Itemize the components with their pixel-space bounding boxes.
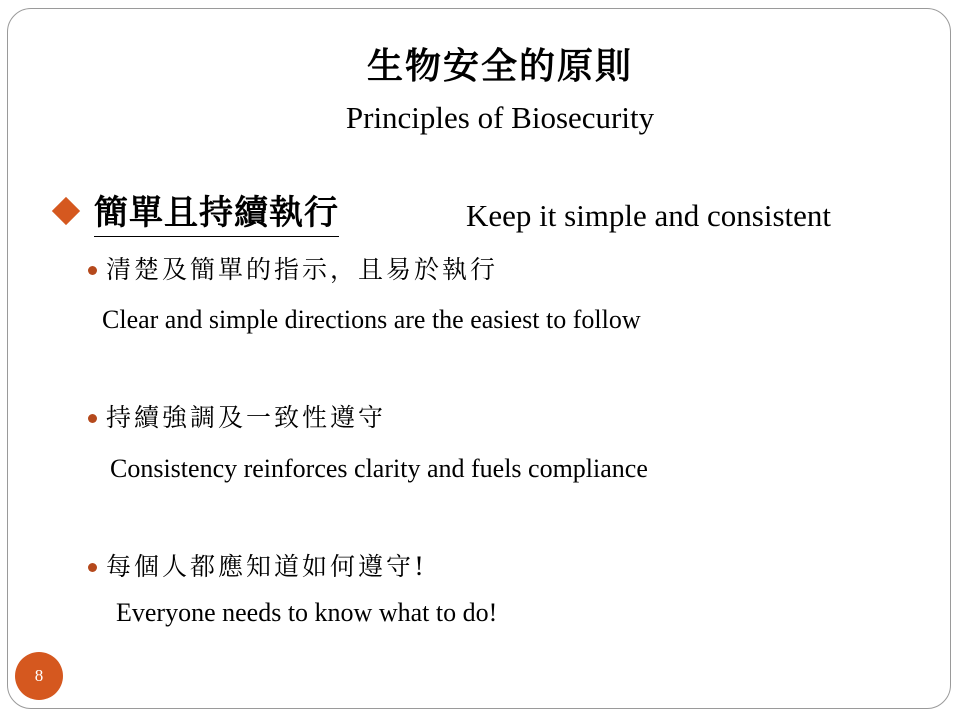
main-point-english: Keep it simple and consistent: [466, 198, 832, 233]
slide-title-chinese: 生物安全的原則: [366, 45, 633, 87]
sub-point-1-chinese: 清楚及簡單的指示，且易於執行: [106, 255, 499, 284]
sub-point-3-english: Everyone needs to know what to do!: [116, 598, 498, 627]
sub-point-3-chinese: 每個人都應知道如何遵守!: [106, 552, 428, 581]
sub-point-1-english: Clear and simple directions are the easiest to follow: [102, 305, 641, 334]
bullet-dot-icon: [88, 563, 97, 572]
page-number-badge: 8: [15, 652, 63, 700]
bullet-dot-icon: [88, 266, 97, 275]
main-point-chinese: 簡單且持續執行: [94, 192, 339, 237]
slide-title-english: Principles of Biosecurity: [345, 100, 655, 135]
sub-point-2-english: Consistency reinforces clarity and fuels compliance: [110, 454, 648, 483]
bullet-dot-icon: [88, 414, 97, 423]
sub-point-2-chinese: 持續強調及一致性遵守: [106, 403, 387, 432]
